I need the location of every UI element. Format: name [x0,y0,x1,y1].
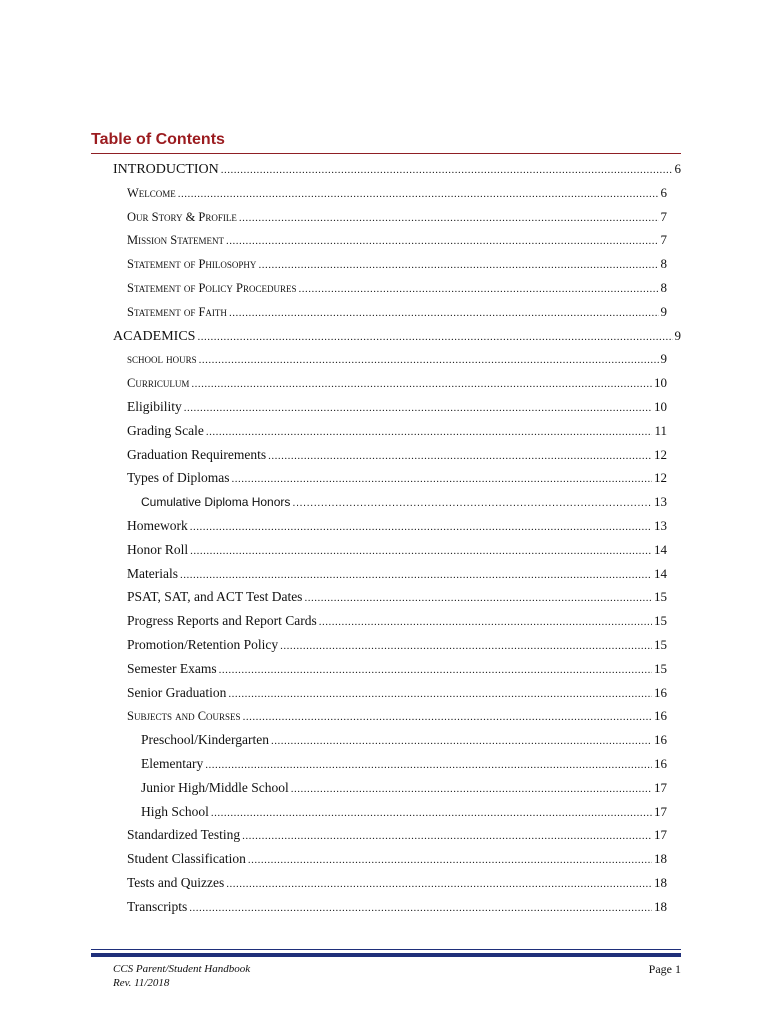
toc-dot-leader [199,352,659,369]
toc-entry[interactable] [141,731,667,750]
footer-divider-thin [91,949,681,950]
toc-dot-leader [248,852,652,869]
toc-entry[interactable] [127,469,667,488]
toc-entry-page: 16 [654,732,667,748]
toc-dot-leader [221,162,673,179]
toc-entry-page: 16 [654,756,667,771]
toc-entry-page: 16 [654,708,667,724]
toc-entry-page: 18 [654,851,667,867]
toc-dot-leader [232,471,652,488]
toc-entry[interactable] [127,184,667,203]
toc-entry-page: 9 [660,303,667,319]
toc-entry-page: 6 [674,161,681,176]
toc-entry-title: Homework [127,518,188,533]
toc-entry-title: Statement of Philosophy [127,257,257,272]
toc-entry[interactable] [127,398,667,417]
toc-entry[interactable] [127,255,667,274]
toc-entry-title: Our Story & Profile [127,209,237,224]
toc-entry-page: 15 [654,589,667,605]
toc-entry-title: Tests and Quizzes [127,875,225,890]
toc-entry[interactable] [127,350,667,369]
toc-entry[interactable] [127,684,667,703]
toc-entry[interactable] [113,160,681,179]
toc-entry-title: Promotion/Retention Policy [127,637,279,652]
toc-entry[interactable] [141,755,667,774]
toc-entry-page: 9 [674,327,681,343]
toc-dot-leader [242,828,652,845]
toc-entry[interactable] [113,327,681,346]
toc-dot-leader [197,329,672,346]
toc-entry-title: Statement of Faith [127,304,227,319]
toc-dot-leader [228,686,652,703]
toc-entry-title: PSAT, SAT, and ACT Test Dates [127,589,303,605]
toc-dot-leader [299,281,659,298]
toc-entry-title: Honor Roll [127,541,189,557]
toc-entry-title: Preschool/Kindergarten [141,732,269,748]
toc-dot-leader [258,257,658,274]
toc-entry-page: 15 [654,637,667,652]
toc-entry-page: 18 [654,875,667,890]
toc-entry-title: Student Classification [127,851,246,867]
toc-dot-leader [219,662,652,679]
toc-entry[interactable] [127,374,667,393]
toc-entry-title: Elementary [141,756,204,771]
title-divider [91,153,681,154]
toc-entry[interactable] [127,279,667,298]
toc-dot-leader [178,186,659,203]
toc-entry-title: Junior High/Middle School [141,779,289,795]
toc-entry[interactable] [127,517,667,536]
toc-entry-page: 18 [654,898,667,914]
toc-entry-page: 11 [654,422,667,438]
toc-entry[interactable] [141,779,667,798]
footer-revision: Rev. 11/2018 [113,977,170,989]
toc-entry-page: 15 [654,660,667,676]
toc-entry-page: 16 [654,684,667,700]
toc-entry-page: 17 [654,779,667,795]
toc-entry[interactable] [127,565,667,584]
toc-title: Table of Contents [91,131,225,148]
toc-entry[interactable] [127,208,667,227]
toc-entry-page: 13 [654,518,667,533]
toc-entry-title: Welcome [127,185,176,200]
toc-entry-title: Cumulative Diploma Honors [141,495,291,510]
toc-entry-page: 8 [660,256,667,272]
toc-entry-page: 8 [660,280,667,295]
toc-entry[interactable] [127,446,667,465]
toc-entry-title: Eligibility [127,399,182,414]
footer-divider-thick [91,953,681,957]
toc-entry-title: Mission Statement [127,233,224,248]
toc-dot-leader [271,733,652,750]
toc-entry-page: 10 [654,399,667,414]
toc-entry[interactable] [127,541,667,560]
toc-entry[interactable] [127,303,667,322]
toc-dot-leader [206,424,653,441]
toc-entry-title: Statement of Policy Procedures [127,281,297,295]
toc-dot-leader [190,543,652,560]
toc-entry-title: High School [141,803,209,819]
toc-entry[interactable] [127,636,667,655]
toc-entry-title: Curriculum [127,376,190,391]
toc-entry-title: Standardized Testing [127,827,241,843]
toc-entry-title: Materials [127,565,178,581]
toc-entry-page: 7 [660,232,667,248]
toc-entry[interactable] [127,612,667,631]
toc-dot-leader [268,448,652,465]
toc-dot-leader [211,805,652,822]
toc-entry-title: Transcripts [127,898,188,914]
toc-dot-leader [190,519,652,536]
toc-entry-page: 14 [654,565,667,581]
toc-entry[interactable] [127,850,667,869]
toc-entry-page: 14 [654,541,667,557]
toc-entry-page: 17 [654,803,667,819]
toc-entry[interactable] [127,588,667,607]
footer-handbook-name: CCS Parent/Student Handbook [113,963,251,975]
toc-entry[interactable] [127,231,667,250]
toc-entry-page: 15 [654,613,667,629]
toc-dot-leader [280,638,652,655]
toc-entry-title: school hours [127,352,197,367]
toc-entry[interactable] [127,660,667,679]
toc-entry-page: 6 [660,184,667,200]
toc-dot-leader [292,495,652,512]
toc-dot-leader [239,210,659,227]
toc-entry-title: ACADEMICS [113,328,196,344]
toc-entry-title: Subjects and Courses [127,709,241,724]
toc-entry[interactable] [141,803,667,822]
toc-entry[interactable] [127,707,667,726]
toc-entry[interactable] [127,422,667,441]
toc-entry-title: Grading Scale [127,422,204,438]
toc-entry-title: INTRODUCTION [113,162,219,177]
toc-entry-page: 9 [660,351,667,367]
toc-entry-title: Senior Graduation [127,684,227,700]
toc-dot-leader [189,900,652,917]
toc-dot-leader [205,757,652,774]
toc-entry-page: 17 [654,827,667,843]
toc-entry-page: 12 [654,470,667,486]
toc-entry[interactable] [127,826,667,845]
footer-page-number: Page 1 [648,962,681,976]
toc-dot-leader [291,781,652,798]
toc-entry-page: 7 [660,208,667,224]
toc-dot-leader [180,567,652,584]
toc-entry-title: Semester Exams [127,660,217,676]
toc-entry[interactable] [141,493,667,512]
toc-dot-leader [191,376,652,393]
toc-dot-leader [319,614,652,631]
toc-dot-leader [184,400,652,417]
toc-entry[interactable] [127,874,667,893]
toc-dot-leader [304,590,652,607]
toc-dot-leader [243,709,652,726]
toc-entry[interactable] [127,898,667,917]
toc-entry-title: Types of Diplomas [127,470,230,486]
toc-entry-page: 10 [654,375,667,391]
toc-dot-leader [229,305,659,322]
toc-entry-page: 12 [654,446,667,462]
toc-entry-title: Graduation Requirements [127,446,267,462]
toc-entry-page: 13 [654,494,667,510]
toc-dot-leader [226,876,652,893]
footer-info [113,962,250,990]
toc-entry-title: Progress Reports and Report Cards [127,613,317,629]
toc-dot-leader [226,233,659,250]
